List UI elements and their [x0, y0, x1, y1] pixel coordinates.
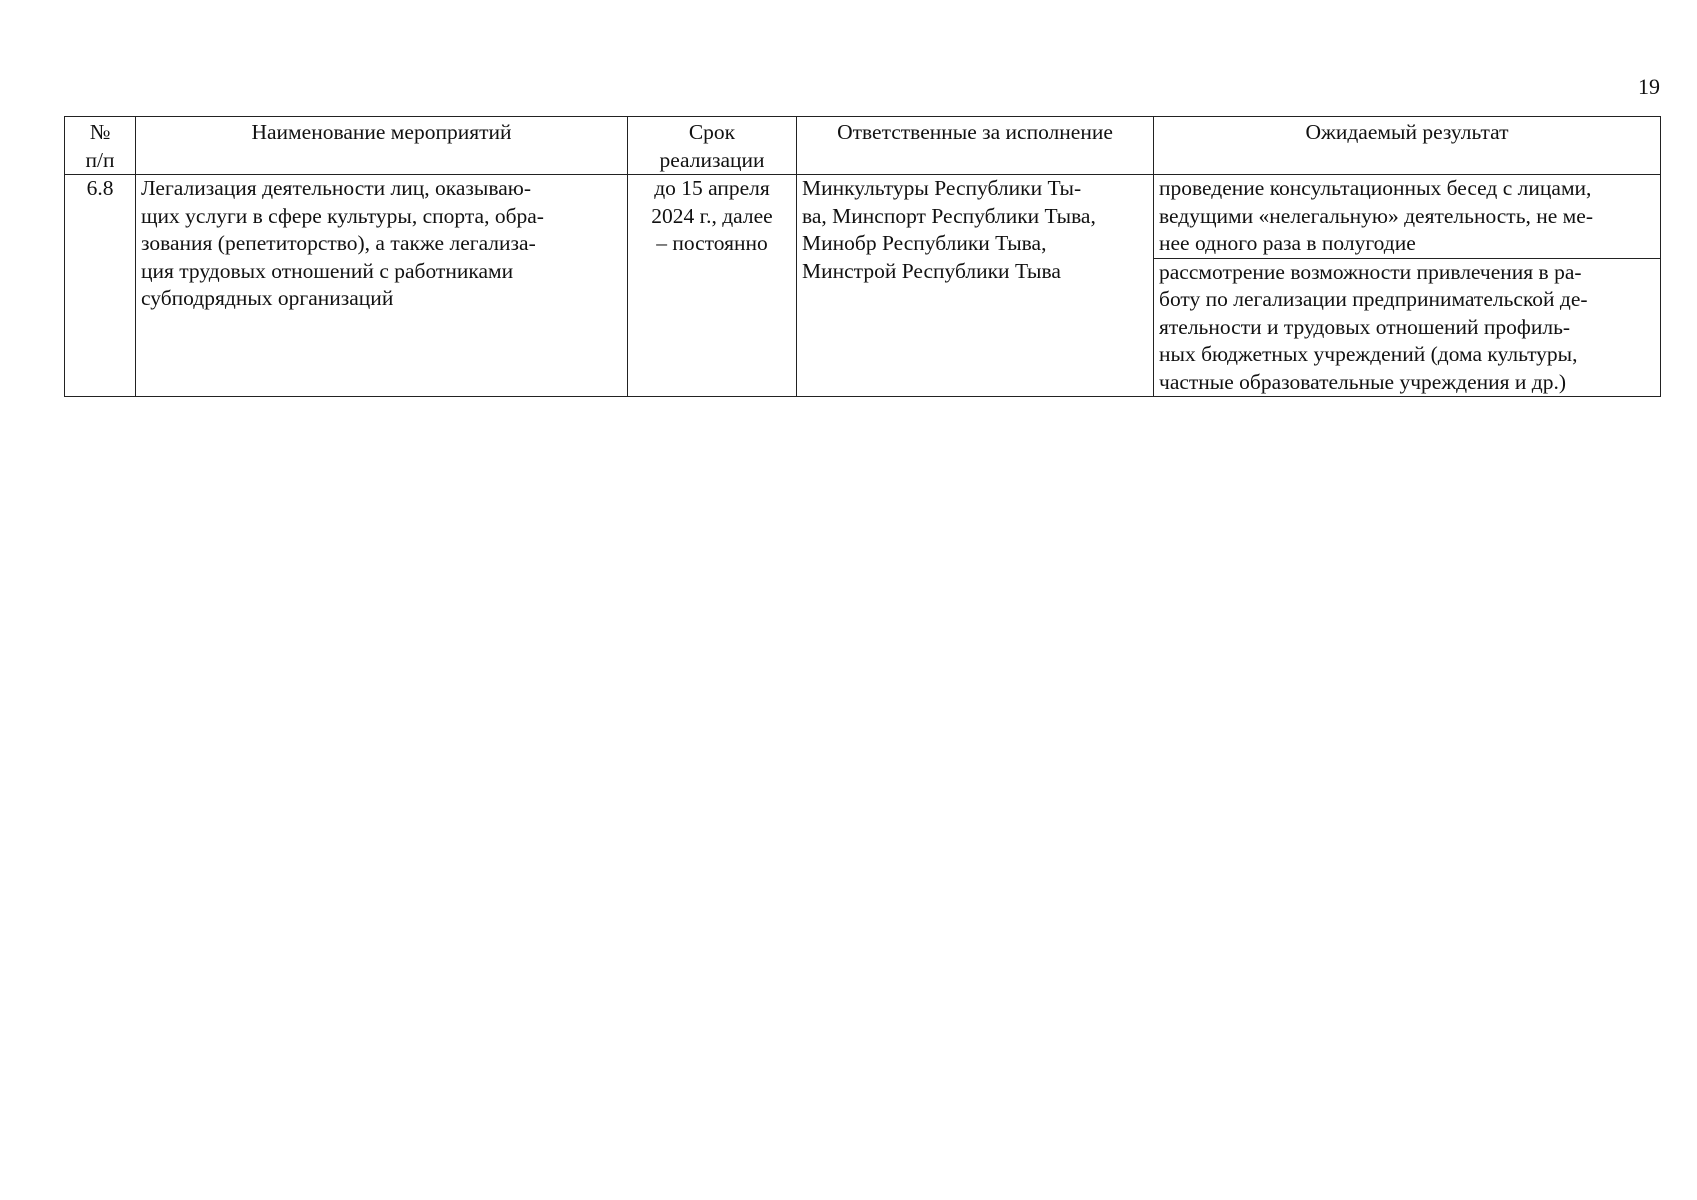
- header-deadline: [628, 117, 797, 175]
- row-responsible: [797, 175, 1154, 397]
- header-number: [65, 117, 136, 175]
- row-expected-result-1-text: проведение консультационных бесед с лицами, ведущими «нелегальную» деятельность, не ме- нее одного раза в полугодие: [1159, 176, 1593, 255]
- header-expected-result-text: Ожидаемый результат: [1305, 120, 1509, 144]
- row-measure-name-text: Легализация деятельности лиц, оказываю- щих услуги в сфере культуры, спорта, обра- зования (репетиторство), а также легализа- ция трудовых отношений с работниками субподрядных организаций: [141, 176, 544, 310]
- header-expected-result: [1154, 117, 1661, 175]
- row-number-text: 6.8: [86, 176, 114, 200]
- row-expected-result-1: [1154, 175, 1661, 259]
- row-expected-result-2: [1154, 258, 1661, 397]
- header-measure-name: [136, 117, 628, 175]
- row-number: [65, 175, 136, 397]
- table-row: [65, 175, 1661, 259]
- header-measure-name-text: Наименование мероприятий: [251, 120, 512, 144]
- row-expected-result-2-text: рассмотрение возможности привлечения в ра- боту по легализации предпринимательской де- ятельности и трудовых отношений профиль- ных бюджетных учреждений (дома культуры, частные образовательные учреждения и др.): [1159, 259, 1588, 394]
- header-responsible-text: Ответственные за исполнение: [837, 120, 1113, 144]
- page-number: 19: [1638, 74, 1660, 99]
- table-header-row: [65, 117, 1661, 175]
- header-number-text: № п/п: [85, 120, 115, 172]
- measures-table: [64, 116, 1661, 397]
- row-measure-name: [136, 175, 628, 397]
- row-deadline: [628, 175, 797, 397]
- header-deadline-text: Срок реализации: [659, 120, 765, 172]
- row-deadline-text: до 15 апреля 2024 г., далее – постоянно: [651, 176, 773, 255]
- row-responsible-text: Минкультуры Республики Ты- ва, Минспорт Республики Тыва, Минобр Республики Тыва, Минстрой Республики Тыва: [802, 176, 1096, 283]
- header-responsible: [797, 117, 1154, 175]
